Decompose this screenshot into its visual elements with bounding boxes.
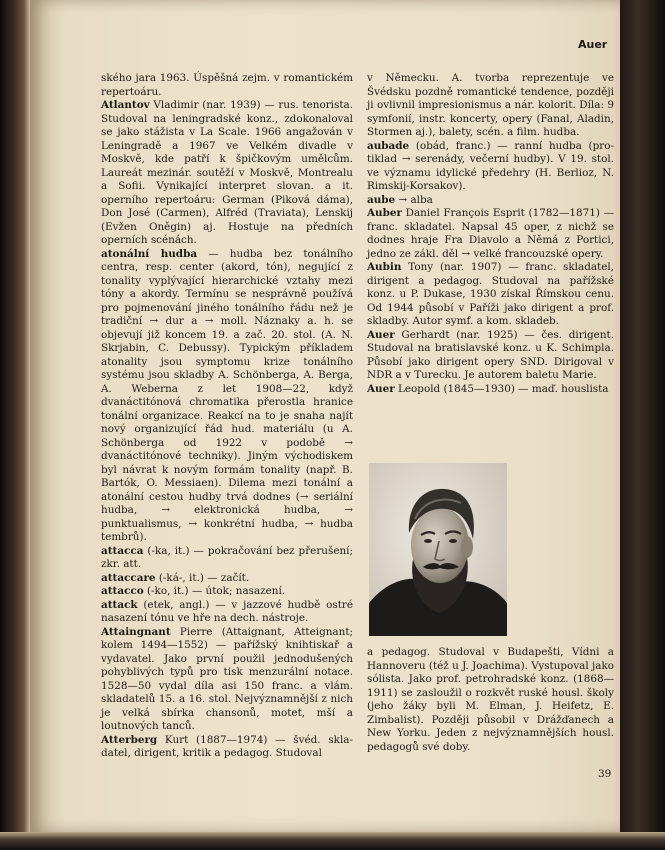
left-column xyxy=(101,72,353,761)
entry-headword: Atlantov xyxy=(101,99,150,111)
entry-text: v Německu. A. tvorba reprezentuje ve Švédsku pozdně romantické tendence, později ji ovlivnil impresionismus a nár. kolorit. Díla: 9 symfonií, instr. koncerty, opery (Fanal, Aladin, Stormen aj.), balety, scén. a film. hudba. xyxy=(367,72,614,138)
entry-text: — hudba bez tonálního centra, resp. center (akord, tón), negující z tonality vyplývající hierarchické vztahy mezi tóny a akordy. Termínu se nesprávně používá pro pojmenování jiného tonálního řádu než je tradiční → dur a → moll. Náznaky a. h. se objevují již koncem 19. a zač. 20. stol. (A. N. Skrjabin, C. Debussy). Typickým příkladem atonality jsou symptomu krize tonálního systému jsou skladby A. Schönberga, A. Berga, A. Weberna z let 1908—22, když dvanáctitónová chromatika přerostla hranice tonální organizace. Reakcí na to je snaha najít nový organizující řád hud. materiálu (u A. Schönberga od 1922 v podobě → dvanáctitónové techniky). Jiným východiskem byl návrat k novým formám tonality (např. B. Bartók, O. Messiaen). Dilema mezi tonální a atonální cestou hudby trvá dodnes (→ seriální hudba, → elektronická hudba, → punktualismus, → konkrétní hudba, → hudba tembrů). xyxy=(101,247,353,543)
entry-headword: Aubin xyxy=(367,261,402,273)
book-spine xyxy=(0,0,30,850)
entry-paragraph xyxy=(101,572,353,586)
entry-text: Vladimir (nar. 1939) — rus. tenorista. Studoval na leningradské konz., zdokonaloval se jako stážista v La Scale. 1966 angažován v Leningradě a 1967 ve Velkém divadle v Moskvě, kde patří k špičkovým umělcům. Laureát mezinár. soutěží v Moskvě, Montrealu a Sofii. Vynikající interpret slovan. a it. operního repertoáru: German (Piková dáma), Don José (Carmen), Alfréd (Traviata), Lenskij (Evžen Oněgin) aj. Hostuje na předních operních scénách. xyxy=(101,99,353,246)
entry-paragraph xyxy=(367,646,614,754)
right-column-top xyxy=(367,72,614,396)
running-head: Auer xyxy=(578,38,608,51)
entry-text: (etek, angl.) — v jazzové hudbě ostré nasazení tónu ve hře na dech. nástroje. xyxy=(101,598,353,624)
entry-headword: attacca xyxy=(101,544,144,557)
page-bottom-edge xyxy=(0,832,665,850)
entry-paragraph xyxy=(101,734,353,761)
entry-paragraph xyxy=(101,248,353,545)
entry-text: Daniel François Esprit (1782—1871) — franc. skladatel. Napsal 45 oper, z nichž se dodnes hraje Fra Diavolo a Němá z Portici, jedno ze zákl. děl → velké francouzské opery. xyxy=(367,207,614,260)
entry-text: Tony (nar. 1907) — franc. skladatel, dirigent a pedagog. Studoval na pařížské konz. u P. Dukase, 1930 získal Římskou cenu. Od 1944 působí v Paříži jako dirigent a prof. skladby. Autor symf. a kom. skladeb. xyxy=(367,261,614,327)
entry-text: a pedagog. Studoval v Budapešti, Vídni a Hannoveru (též u J. Joachima). Vystupoval jako sólista. Jako prof. petrohradské konz. (1868—1911) se zasloužil o rozkvět ruské housl. školy (jeho žáky byli M. Elman, J. Heifetz, E. Zimbalist). Později působil v Drážďanech a New Yorku. Jeden z nejvýznamnějších housl. pedagogů své doby. xyxy=(367,646,614,753)
entry-text: Pierre (Attaignant, Atteignant; kolem 1494—1552) — pařížský knihtiskař a vydavatel. Jako první použil jednodušených pohyblivých typů pro tisk menzurální notace. 1528—50 vydal díla asi 150 franc. a vlám. skladatelů 15. a 16. stol. Nejvýznamnější z nich je velká sbírka chansonů, motet, mší a loutnových tanců. xyxy=(101,625,353,732)
entry-text: (-ká-, it.) — začít. xyxy=(155,571,250,584)
portrait-photo xyxy=(369,463,507,636)
entry-paragraph xyxy=(367,329,614,383)
entry-paragraph xyxy=(101,99,353,248)
entry-text: (-ka, it.) — pokračování bez přerušení; zkr. att. xyxy=(101,544,353,570)
entry-headword: Auer xyxy=(367,328,395,341)
entry-paragraph xyxy=(101,545,353,572)
entry-paragraph xyxy=(367,207,614,261)
entry-headword: atonální hudba xyxy=(101,247,198,260)
entry-paragraph xyxy=(367,72,614,140)
entry-paragraph xyxy=(367,140,614,194)
page-number: 39 xyxy=(598,768,612,780)
entry-headword: attack xyxy=(101,598,138,611)
entry-headword: aubade xyxy=(367,139,410,152)
entry-headword: aube xyxy=(367,193,396,206)
entry-headword: Auber xyxy=(367,207,402,219)
entry-headword: Attaingnant xyxy=(101,625,171,638)
entry-text: ského jara 1963. Úspěšná zejm. v romantickém repertoáru. xyxy=(101,72,353,98)
entry-text: (-ko, it.) — útok; nasazení. xyxy=(143,585,286,597)
entry-text: Leopold (1845—1930) — maď. houslista xyxy=(394,382,609,395)
entry-text: Gerhardt (nar. 1925) — čes. dirigent. Studoval na bratislavské konz. u K. Schimpla. Působí jako dirigent opery SND. Dirigoval v NDR a v Turecku. Je autorem baletu Marie. xyxy=(367,328,614,381)
entry-paragraph xyxy=(101,599,353,626)
entry-text: (obád, franc.) — ranní hudba (protiklad → serenády, večerní hudby). V 19. stol. ve významu idylické předehry (H. Berlioz, N. Rimskij-Korsakov). xyxy=(367,139,614,192)
entry-paragraph xyxy=(101,72,353,99)
entry-paragraph xyxy=(101,585,353,599)
portrait-illustration xyxy=(369,463,507,636)
right-column-bottom xyxy=(367,646,614,754)
entry-text: → alba xyxy=(395,193,433,206)
entry-headword: attacco xyxy=(101,585,144,597)
entry-paragraph xyxy=(367,261,614,329)
entry-paragraph xyxy=(367,383,614,397)
entry-paragraph xyxy=(367,194,614,208)
entry-headword: Atterberg xyxy=(101,733,158,746)
page-right-edge xyxy=(620,0,665,850)
entry-headword: attaccare xyxy=(101,571,156,584)
entry-paragraph xyxy=(101,626,353,734)
entry-text: Kurt (1887—1974) — švéd. skladatel, dirigent, kritik a pedagog. Studoval xyxy=(101,733,353,759)
entry-headword: Auer xyxy=(367,382,395,395)
